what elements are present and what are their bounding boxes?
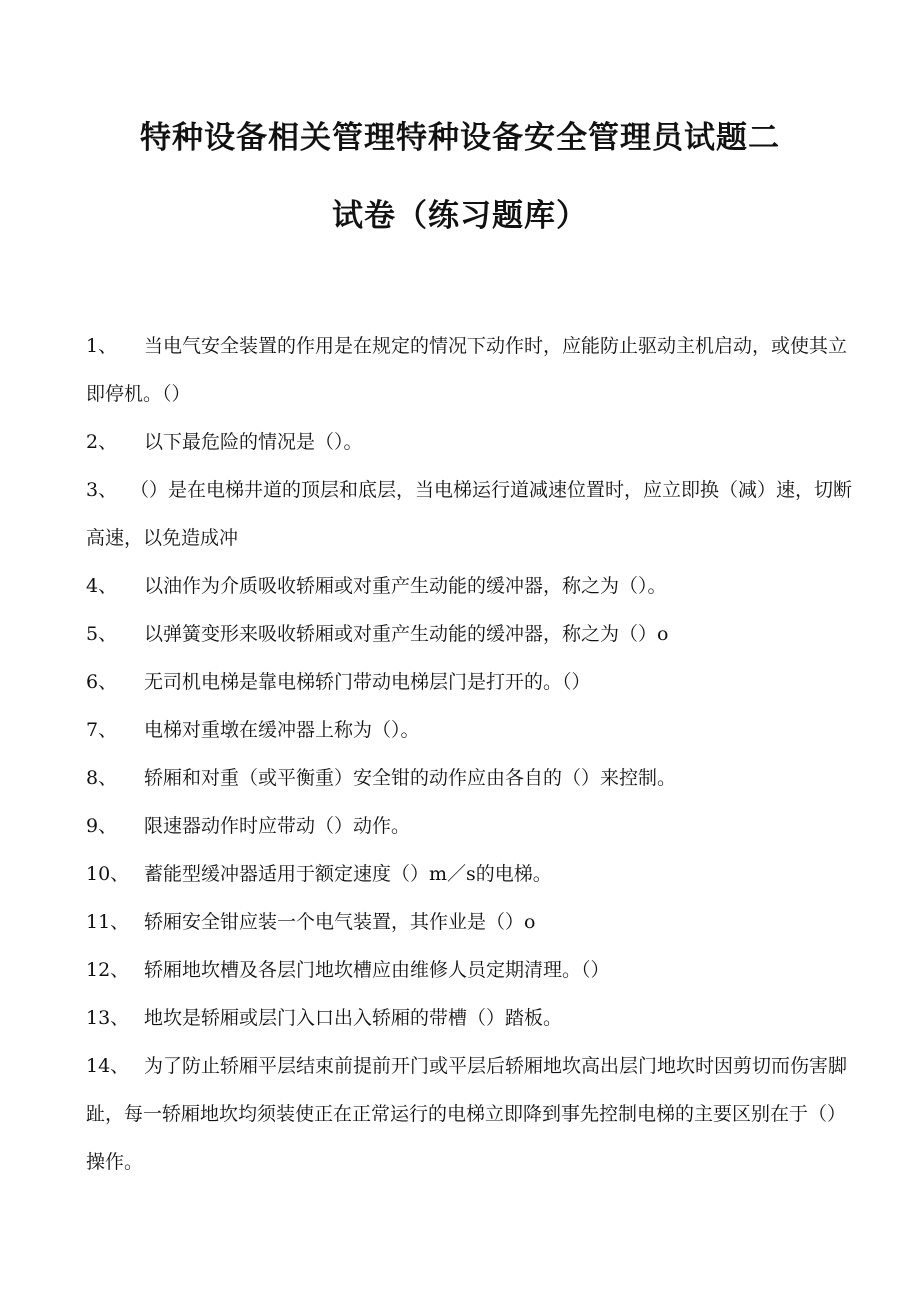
question-item [86,610,856,658]
question-item [86,658,856,706]
question-number: 1、 [86,335,118,357]
question-item [86,754,856,802]
question-number: 7、 [86,719,118,741]
question-text: 轿厢地坎槽及各层门地坎槽应由维修人员定期清理。（） [144,959,610,981]
question-text: 电梯对重墩在缓冲器上称为（）。 [144,719,420,741]
question-number: 10、 [86,863,130,885]
question-text: 以弹簧变形来吸收轿厢或对重产生动能的缓冲器，称之为（）o [144,623,669,645]
question-item [86,322,856,418]
question-item [86,994,856,1042]
question-list [86,322,856,1186]
question-text: 以油作为介质吸收轿厢或对重产生动能的缓冲器，称之为（）。 [144,575,667,597]
question-number: 6、 [86,671,118,693]
question-text: 限速器动作时应带动（）动作。 [144,815,411,837]
question-number: 5、 [86,623,118,645]
question-item [86,562,856,610]
document-title-line-2: 试卷（练习题库） [332,198,588,234]
question-item [86,946,856,994]
question-text: 轿厢安全钳应装一个电气装置，其作业是（）o [144,911,536,933]
question-number: 9、 [86,815,118,837]
question-item [86,850,856,898]
question-number: 11、 [86,911,130,933]
question-number: 13、 [86,1007,130,1029]
question-number: 12、 [86,959,130,981]
question-number: 3、 [86,479,118,501]
question-text: 以下最危险的情况是（）。 [144,431,363,453]
question-item [86,466,856,562]
question-text: 地坎是轿厢或层门入口出入轿厢的带槽（）踏板。 [144,1007,563,1029]
question-text: （）是在电梯井道的顶层和底层，当电梯运行道减速位置时，应立即换（减）速，切断高速，以免造成冲 [86,479,853,549]
question-text: 轿厢和对重（或平衡重）安全钳的动作应由各自的（）来控制。 [144,767,677,789]
question-text: 无司机电梯是靠电梯轿门带动电梯层门是打开的。（） [144,671,591,693]
document-title-line-1: 特种设备相关管理特种设备安全管理员试题二 [140,120,780,156]
question-number: 2、 [86,431,118,453]
question-item [86,802,856,850]
question-text: 蓄能型缓冲器适用于额定速度（）m／s的电梯。 [144,863,552,885]
question-item [86,898,856,946]
question-number: 14、 [86,1055,130,1077]
question-number: 4、 [86,575,118,597]
question-text: 为了防止轿厢平层结束前提前开门或平层后轿厢地坎高出层门地坎时因剪切而伤害脚趾，每一轿厢地坎均须装使正在正常运行的电梯立即降到事先控制电梯的主要区别在于（）操作。 [86,1055,848,1173]
question-item [86,1042,856,1186]
question-number: 8、 [86,767,118,789]
question-item [86,418,856,466]
question-text: 当电气安全装置的作用是在规定的情况下动作时，应能防止驱动主机启动，或使其立即停机。（） [86,335,848,405]
question-item [86,706,856,754]
